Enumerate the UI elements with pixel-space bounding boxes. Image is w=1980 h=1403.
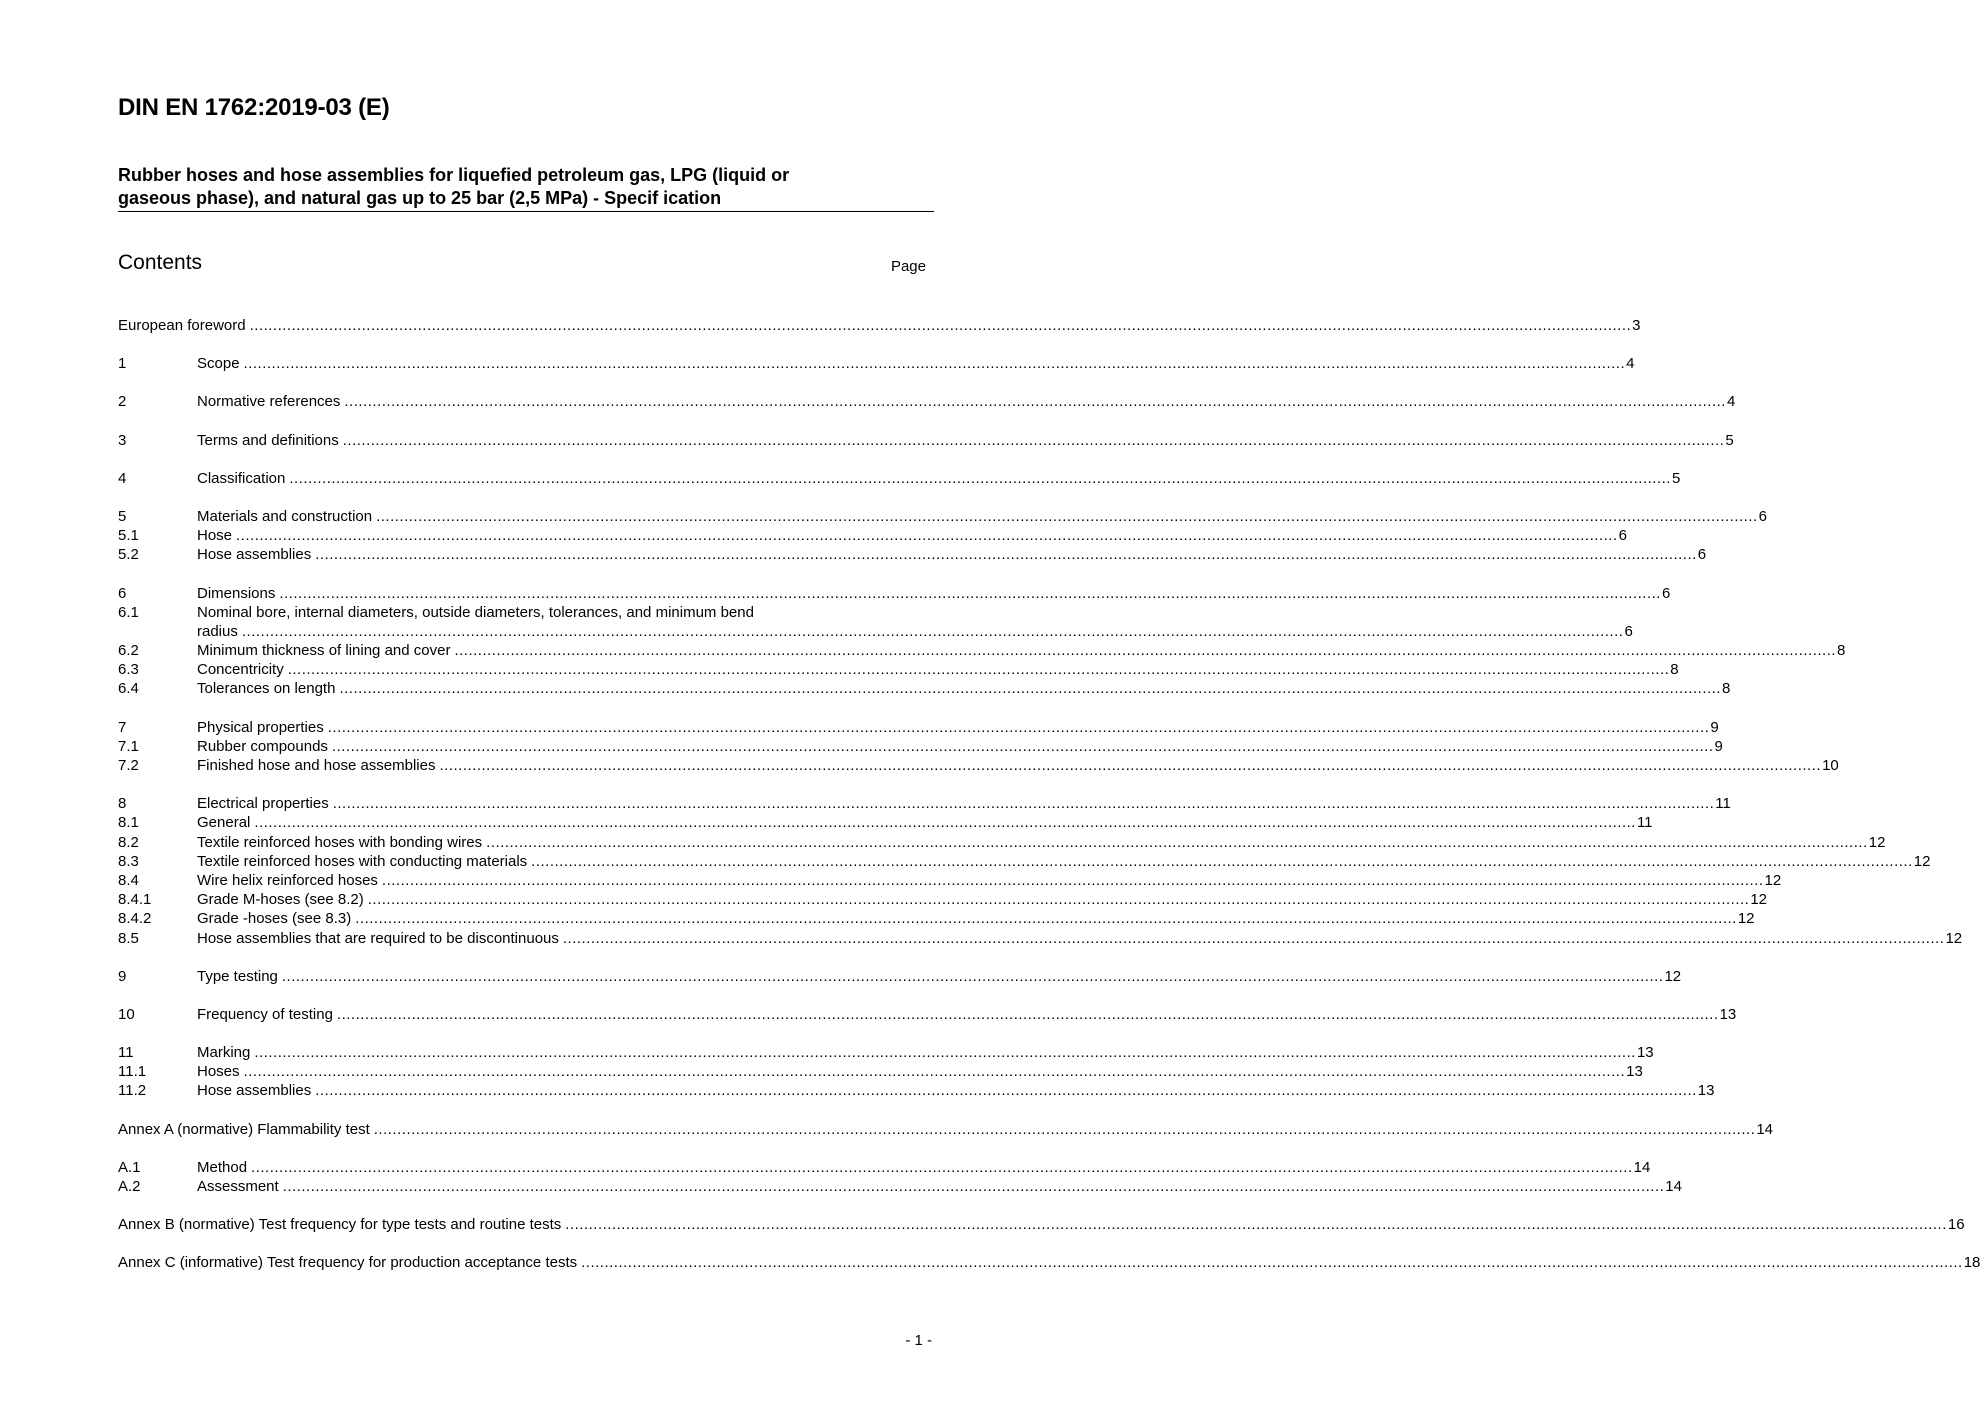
toc-entry-page: 12	[1764, 871, 1782, 889]
toc-entry-title: Terms and definitions	[197, 431, 339, 449]
toc-entry-title: Type testing	[197, 967, 278, 985]
toc-leader-dots	[332, 737, 1714, 756]
toc-leader-dots	[376, 507, 1758, 526]
toc-entry-title: Scope	[197, 355, 240, 373]
toc-entry-number: 8.4.1	[118, 891, 152, 909]
toc-entry-page: 8	[1837, 642, 1846, 660]
toc-entry-title: Normative references	[197, 393, 341, 411]
toc-entry-page: 10	[1822, 757, 1839, 775]
toc-entry-page: 6	[1624, 622, 1633, 640]
toc-leader-dots	[343, 431, 1725, 450]
toc-entry-page: 12	[1664, 967, 1682, 985]
toc-entry-number: 11.1	[118, 1063, 147, 1081]
document-subtitle	[118, 164, 934, 212]
toc-entry[interactable]	[118, 660, 1679, 679]
toc-entry-title: Marking	[197, 1044, 251, 1062]
toc-entry[interactable]	[118, 679, 1731, 698]
toc-entry-number: 4	[118, 469, 127, 487]
toc-entry[interactable]	[118, 890, 1768, 909]
toc-entry-title: Electrical properties	[197, 795, 329, 813]
toc-entry-title: Annex B (normative) Test frequency for type tests and routine tests	[118, 1216, 562, 1234]
toc-leader-dots	[581, 1253, 1963, 1272]
toc-entry-title: Hose assemblies	[197, 1082, 312, 1100]
toc-entry-number: 1	[118, 355, 127, 373]
toc-entry-title: Tolerances on length	[197, 680, 336, 698]
toc-entry-page: 13	[1697, 1082, 1715, 1100]
toc-entry[interactable]	[118, 813, 1653, 832]
toc-entry-page: 18	[1963, 1254, 1980, 1272]
document-title: DIN EN 1762:2019-03 (E)	[118, 94, 390, 121]
toc-entry[interactable]	[118, 1177, 1682, 1196]
toc-entry-number: 6.3	[118, 661, 139, 679]
toc-entry-number: 8.4	[118, 871, 139, 889]
toc-entry-page: 13	[1636, 1044, 1654, 1062]
toc-entry[interactable]	[118, 871, 1782, 890]
toc-leader-dots	[333, 794, 1715, 813]
toc-entry-title: Method	[197, 1158, 248, 1176]
toc-entry[interactable]	[118, 507, 1768, 526]
toc-leader-dots	[250, 316, 1632, 335]
toc-entry-number: 8.3	[118, 852, 139, 870]
subtitle-line-2: gaseous phase), and natural gas up to 25 bar (2,5 MPa) - Specif ication	[118, 188, 722, 208]
toc-entry-page: 14	[1633, 1158, 1651, 1176]
contents-heading: Contents	[118, 251, 203, 274]
toc-entry-number: A.2	[118, 1178, 141, 1196]
page-column-heading: Page	[890, 258, 926, 275]
toc-entry-title: Nominal bore, internal diameters, outside diameters, tolerances, and minimum bend	[197, 603, 754, 621]
toc-entry-number: 6.2	[118, 642, 139, 660]
toc-entry-title: Assessment	[197, 1178, 279, 1196]
toc-entry-page: 11	[1636, 814, 1653, 832]
toc-leader-dots	[486, 833, 1868, 852]
toc-entry-number: 7.1	[118, 737, 139, 755]
toc-entry-page: 9	[1714, 737, 1723, 755]
toc-entry-title: Hose	[197, 527, 233, 545]
toc-entry[interactable]	[118, 545, 1707, 564]
toc-entry[interactable]	[118, 967, 1682, 986]
subtitle-line-1: Rubber hoses and hose assemblies for liquefied petroleum gas, LPG (liquid or	[118, 165, 790, 185]
toc-leader-dots	[339, 679, 1721, 698]
toc-leader-dots	[279, 584, 1661, 603]
toc-entry-title: Rubber compounds	[197, 737, 328, 755]
toc-entry-page: 12	[1945, 929, 1963, 947]
page-number: - 1 -	[905, 1332, 932, 1349]
toc-leader-dots	[236, 526, 1618, 545]
toc-entry-number: 8	[118, 795, 127, 813]
toc-entry[interactable]	[118, 1062, 1643, 1081]
toc-entry-title: Hose assemblies that are required to be discontinuous	[197, 929, 559, 947]
toc-entry[interactable]	[118, 1005, 1737, 1024]
toc-leader-dots	[283, 1177, 1665, 1196]
toc-entry[interactable]	[118, 737, 1723, 756]
toc-leader-dots	[254, 1043, 1636, 1062]
toc-entry-page: 8	[1670, 661, 1679, 679]
toc-entry[interactable]	[118, 354, 1635, 373]
toc-leader-dots	[355, 909, 1737, 928]
toc-entry-number: 3	[118, 431, 127, 449]
toc-leader-dots	[315, 1081, 1697, 1100]
toc-entry[interactable]	[118, 1158, 1651, 1177]
toc-entry-title: Hoses	[197, 1063, 240, 1081]
toc-entry[interactable]	[118, 316, 1641, 335]
toc-leader-dots	[288, 660, 1670, 679]
toc-leader-dots	[242, 622, 1624, 641]
toc-entry-title: Finished hose and hose assemblies	[197, 757, 436, 775]
toc-entry-title: Annex C (informative) Test frequency for production acceptance tests	[118, 1254, 578, 1272]
toc-leader-dots	[374, 1120, 1756, 1139]
toc-leader-dots	[244, 1062, 1626, 1081]
toc-entry-number: 6.4	[118, 680, 139, 698]
toc-entry[interactable]	[118, 833, 1886, 852]
toc-leader-dots	[328, 718, 1710, 737]
toc-entry-page: 11	[1715, 795, 1731, 813]
toc-entry[interactable]	[118, 603, 1633, 641]
toc-entry-number: 6	[118, 584, 127, 602]
toc-entry-page: 14	[1665, 1178, 1682, 1196]
toc-entry-number: 10	[118, 1005, 135, 1023]
toc-entry-title: Textile reinforced hoses with conducting materials	[197, 852, 528, 870]
toc-entry-page: 14	[1756, 1120, 1774, 1138]
toc-entry-number: A.1	[118, 1158, 141, 1176]
toc-leader-dots	[439, 756, 1821, 775]
toc-entry-number: 6.1	[118, 603, 139, 621]
toc-entry-page: 5	[1725, 431, 1734, 449]
toc-entry-page: 12	[1913, 852, 1931, 870]
toc-entry-number: 5.1	[118, 527, 139, 545]
toc-entry-page: 13	[1719, 1005, 1737, 1023]
toc-leader-dots	[289, 469, 1671, 488]
toc-entry-number: 7.2	[118, 757, 139, 775]
toc-entry[interactable]	[118, 756, 1839, 775]
toc-entry-title: Grade -hoses (see 8.3)	[197, 910, 352, 928]
toc-entry-page: 16	[1947, 1216, 1965, 1234]
toc-leader-dots	[337, 1005, 1719, 1024]
toc-entry-page: 12	[1868, 833, 1886, 851]
toc-entry[interactable]	[118, 526, 1627, 545]
toc-entry[interactable]	[118, 431, 1734, 450]
toc-entry[interactable]	[118, 1253, 1980, 1272]
toc-entry-title: Textile reinforced hoses with bonding wires	[197, 833, 483, 851]
toc-entry[interactable]	[118, 909, 1755, 928]
toc-entry[interactable]	[118, 1081, 1715, 1100]
toc-entry-page: 5	[1671, 469, 1681, 487]
toc-entry[interactable]	[118, 392, 1736, 411]
toc-entry-title: Dimensions	[197, 584, 276, 602]
toc-entry-number: 7	[118, 718, 127, 736]
toc-leader-dots	[531, 852, 1913, 871]
toc-entry-title: Minimum thickness of lining and cover	[197, 642, 451, 660]
toc-entry[interactable]	[118, 1120, 1774, 1139]
toc-entry[interactable]	[118, 718, 1719, 737]
toc-entry-number: 5	[118, 507, 127, 525]
toc-leader-dots	[254, 813, 1636, 832]
toc-entry[interactable]	[118, 469, 1681, 488]
toc-entry[interactable]	[118, 1043, 1654, 1062]
toc-entry-page: 3	[1632, 317, 1641, 334]
toc-leader-dots	[563, 929, 1945, 948]
toc-entry-number: 8.5	[118, 929, 139, 947]
toc-entry[interactable]	[118, 929, 1963, 948]
toc-entry-page: 12	[1737, 910, 1755, 928]
toc-entry-number: 8.4.2	[118, 910, 152, 928]
toc-entry-page: 4	[1626, 355, 1635, 373]
toc-entry-number: 8.2	[118, 833, 139, 851]
toc-leader-dots	[454, 641, 1836, 660]
toc-entry-number: 8.1	[118, 814, 139, 832]
toc-entry-page: 6	[1697, 546, 1707, 564]
toc-entry-page: 8	[1722, 680, 1731, 698]
toc-entry-page: 12	[1750, 891, 1768, 909]
toc-leader-dots	[315, 545, 1697, 564]
toc-entry-title: Hose assemblies	[197, 546, 312, 564]
toc-entry-page: 6	[1618, 527, 1627, 545]
toc-entry-title-continued: radius	[197, 622, 238, 640]
toc-leader-dots	[282, 967, 1664, 986]
toc-entry-title: Concentricity	[197, 661, 284, 679]
toc-leader-dots	[344, 392, 1726, 411]
toc-entry-page: 4	[1726, 393, 1736, 411]
toc-entry-page: 6	[1661, 584, 1671, 602]
toc-entry-number: 2	[118, 393, 127, 411]
toc-entry-page: 6	[1758, 507, 1768, 525]
toc-leader-dots	[565, 1215, 1947, 1234]
toc-leader-dots	[382, 871, 1764, 890]
toc-entry-number: 11.2	[118, 1082, 147, 1100]
toc-leader-dots	[244, 354, 1626, 373]
toc-entry[interactable]	[118, 584, 1671, 603]
toc-leader-dots	[251, 1158, 1633, 1177]
toc-entry-title: Physical properties	[197, 718, 324, 736]
toc-entry-number: 9	[118, 967, 127, 985]
toc-entry[interactable]	[118, 852, 1931, 871]
toc-entry-title: Classification	[197, 469, 286, 487]
toc-entry-number: 11	[118, 1044, 134, 1062]
toc-entry-title: General	[197, 814, 251, 832]
toc-entry-title: Annex A (normative) Flammability test	[118, 1120, 370, 1138]
toc-entry-number: 5.2	[118, 546, 139, 564]
toc-entry[interactable]	[118, 794, 1731, 813]
toc-entry[interactable]	[118, 1215, 1965, 1234]
toc-leader-dots	[368, 890, 1750, 909]
toc-entry-title: Grade M-hoses (see 8.2)	[197, 891, 364, 909]
toc-entry-title: Frequency of testing	[197, 1005, 333, 1023]
toc-entry-title: Materials and construction	[197, 507, 373, 525]
table-of-contents	[118, 316, 1980, 1273]
toc-entry-page: 9	[1710, 718, 1719, 736]
toc-entry-title: Wire helix reinforced hoses	[197, 871, 378, 889]
toc-entry-page: 13	[1626, 1063, 1643, 1081]
toc-entry[interactable]	[118, 641, 1846, 660]
toc-entry-title: European foreword	[118, 317, 246, 334]
